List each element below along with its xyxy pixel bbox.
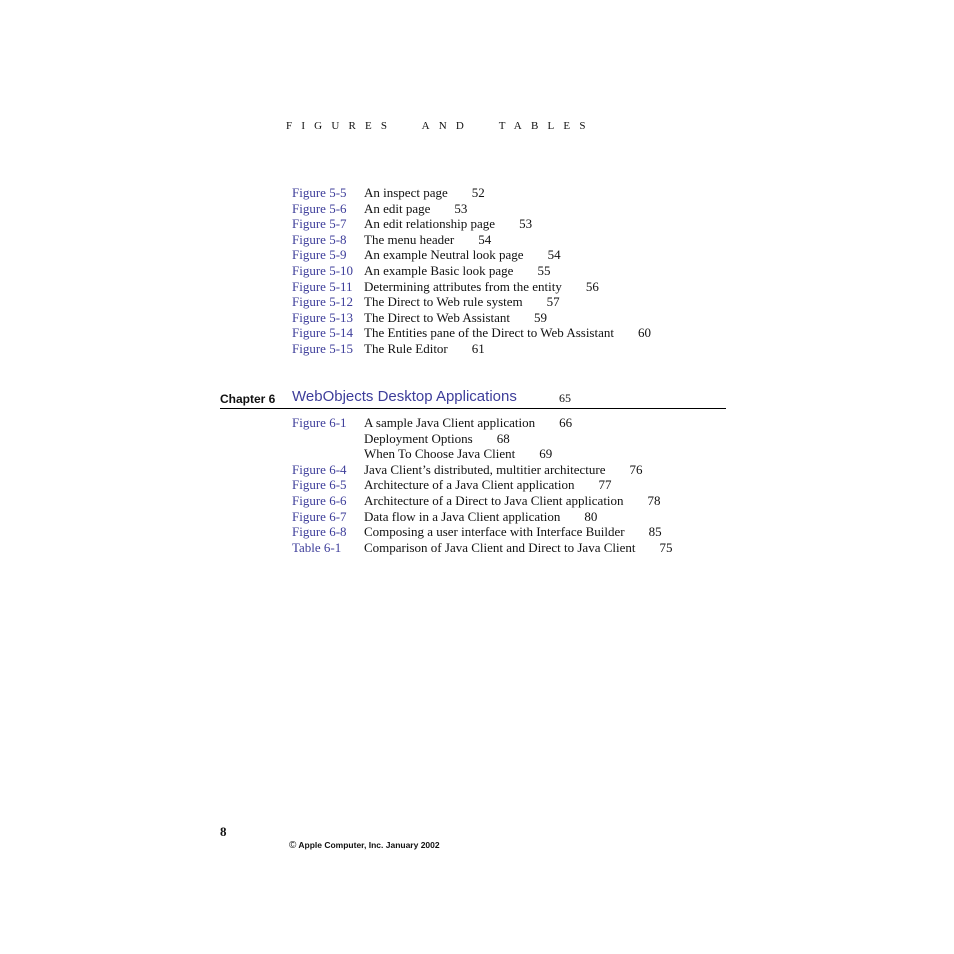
chapter-heading (220, 387, 726, 409)
running-head: FIGURES AND TABLES (286, 120, 595, 132)
figure-link[interactable]: Figure 5-12 (292, 294, 354, 310)
entry-title: The menu header 54 (364, 231, 492, 247)
entry-page: 75 (659, 539, 673, 555)
entry-page: 54 (547, 247, 561, 263)
entry-page: 53 (454, 200, 468, 216)
entry-title: An edit relationship page 53 (364, 216, 533, 232)
figure-link[interactable]: Figure 6-4 (292, 461, 347, 477)
entry-title: The Direct to Web rule system 57 (364, 294, 560, 310)
figure-link[interactable]: Figure 5-13 (292, 309, 354, 325)
figure-link[interactable]: Figure 5-7 (292, 216, 347, 232)
entry-title: A sample Java Client application 66 (364, 415, 573, 430)
figure-link[interactable]: Figure 5-15 (292, 340, 354, 356)
figure-link[interactable]: Figure 5-8 (292, 231, 347, 247)
entry-page: 57 (546, 294, 560, 310)
entry-page: 66 (559, 415, 573, 430)
entry-page: 56 (585, 278, 599, 294)
entry-page: 77 (598, 477, 612, 493)
copyright-text: Apple Computer, Inc. January 2002 (298, 840, 440, 850)
entry-page: 60 (638, 325, 651, 341)
chapter-title-link[interactable]: WebObjects Desktop Applications (292, 388, 517, 405)
entry-page: 85 (648, 524, 662, 540)
entry-page: 61 (471, 340, 485, 356)
entry-title: An edit page 53 (364, 200, 468, 216)
entry-title: Comparison of Java Client and Direct to Java Client 75 (364, 539, 673, 555)
entry-page: 55 (537, 262, 551, 278)
entry-page: 76 (629, 461, 643, 477)
figure-link[interactable]: Figure 5-6 (292, 200, 347, 216)
page-number: 8 (220, 824, 227, 839)
chapter-page: 65 (559, 391, 571, 405)
entry-page: 52 (471, 185, 485, 200)
figure-link[interactable]: Figure 6-1 (292, 415, 347, 430)
figure-link[interactable]: Figure 6-6 (292, 492, 347, 508)
entry-title: The Entities pane of the Direct to Web Assistant 60 (364, 325, 651, 341)
entry-title: An inspect page 52 (364, 185, 485, 200)
figure-link[interactable]: Figure 6-5 (292, 477, 347, 493)
entry-page: 59 (534, 309, 548, 325)
entry-page: 54 (478, 231, 492, 247)
entry-title: Architecture of a Java Client application 77 (364, 477, 612, 493)
entry-title: An example Basic look page 55 (364, 262, 551, 278)
entry-title: Java Client’s distributed, multitier architecture 76 (364, 461, 643, 477)
chapter-label: Chapter 6 (220, 392, 276, 406)
figure-link[interactable]: Figure 5-14 (292, 325, 354, 341)
entry-title: The Direct to Web Assistant 59 (364, 309, 548, 325)
entry-page: 80 (584, 508, 598, 524)
entry-title: When To Choose Java Client 69 (364, 446, 553, 462)
copyright-symbol: © (289, 840, 297, 851)
entry-title: Deployment Options 68 (364, 430, 510, 446)
entry-page: 68 (496, 430, 510, 446)
figure-link[interactable]: Figure 5-10 (292, 262, 354, 278)
entry-title: Architecture of a Direct to Java Client application 78 (364, 492, 661, 508)
entry-title: Determining attributes from the entity 56 (364, 278, 599, 294)
entry-page: 53 (519, 216, 533, 232)
figure-link[interactable]: Figure 6-8 (292, 524, 347, 540)
entry-title: Data flow in a Java Client application 80 (364, 508, 598, 524)
figure-link[interactable]: Figure 5-5 (292, 185, 347, 200)
table-link[interactable]: Table 6-1 (292, 539, 342, 555)
entry-title: An example Neutral look page 54 (364, 247, 561, 263)
entry-page: 78 (647, 492, 661, 508)
figure-link[interactable]: Figure 6-7 (292, 508, 347, 524)
figure-link[interactable]: Figure 5-11 (292, 278, 353, 294)
copyright-notice (289, 840, 440, 851)
entry-page: 69 (539, 446, 553, 462)
entry-title: Composing a user interface with Interface Builder 85 (364, 524, 662, 540)
entry-title: The Rule Editor 61 (364, 340, 485, 356)
figure-link[interactable]: Figure 5-9 (292, 247, 347, 263)
